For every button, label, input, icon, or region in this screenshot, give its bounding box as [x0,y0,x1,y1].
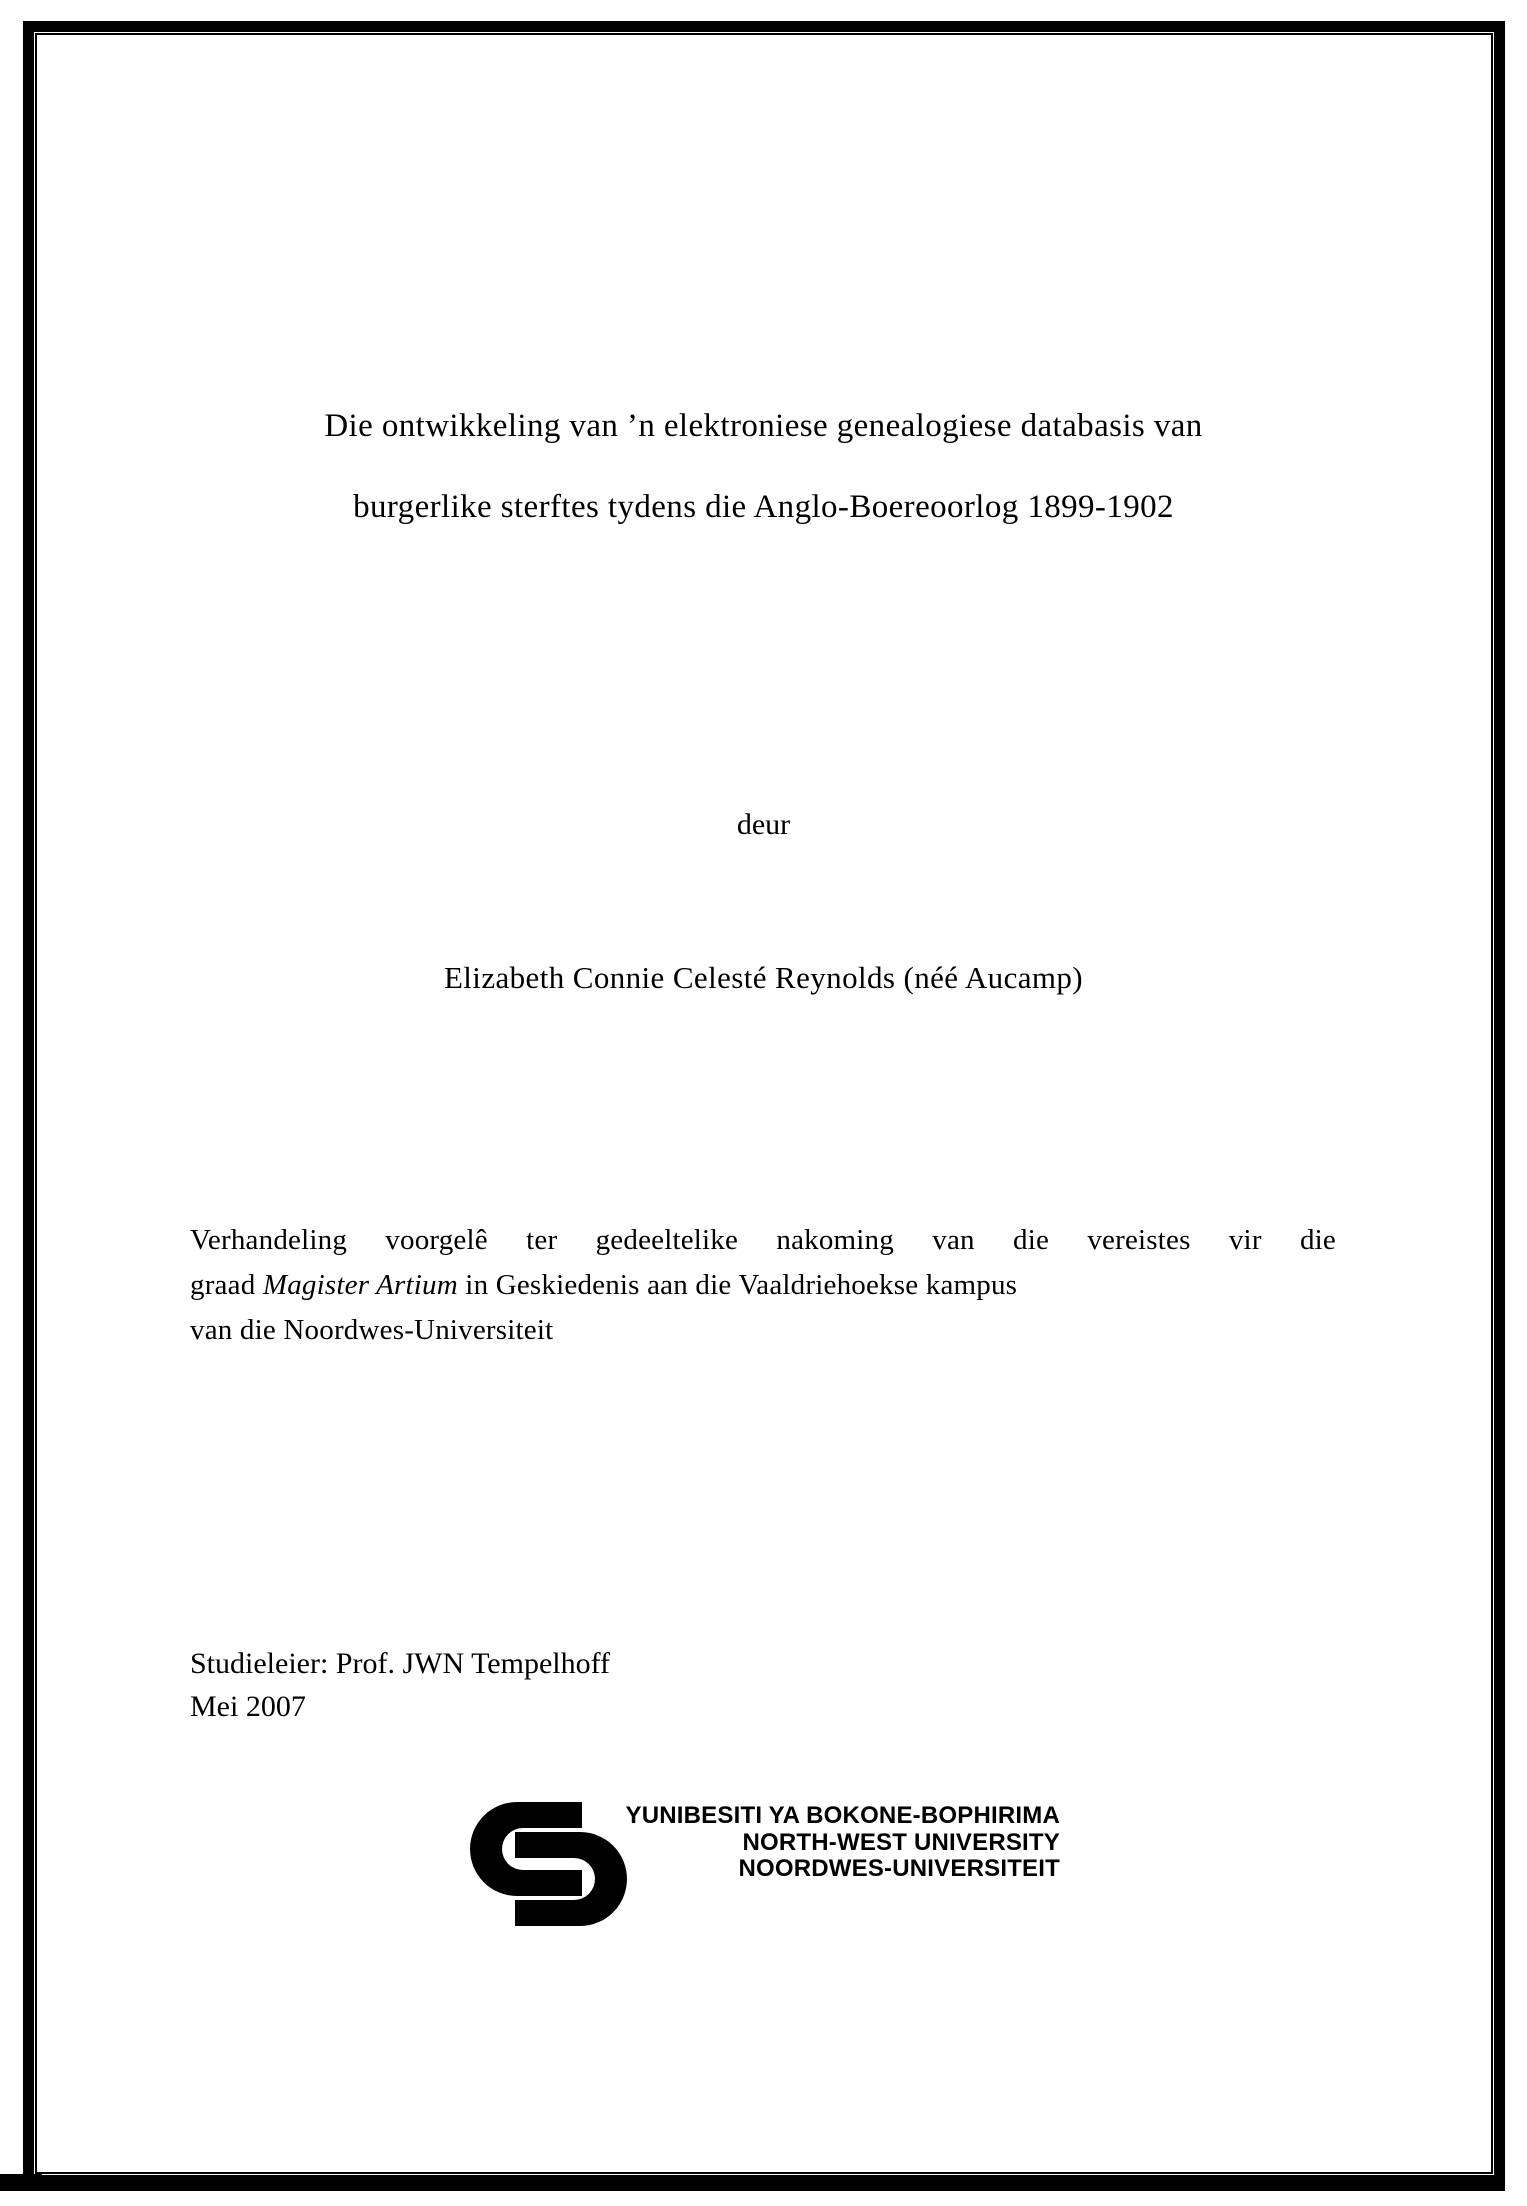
supervisor-line: Studieleier: Prof. JWN Tempelhoff [190,1647,611,1680]
university-wordmark [585,1803,1060,1883]
submission-line1: Verhandeling voorgelê ter gedeeltelike nakoming van die vereistes vir die [190,1224,1336,1256]
university-name-setswana: YUNIBESITI YA BOKONE-BOPHIRIMA [625,1802,1060,1829]
university-name-english: NORTH-WEST UNIVERSITY [742,1828,1060,1856]
submission-line2-prefix: graad [190,1269,263,1301]
thesis-title-line1: Die ontwikkeling van ’n elektroniese genealogiese databasis van [324,408,1203,444]
byline-preposition: deur [736,808,791,841]
date-line: Mei 2007 [190,1690,306,1723]
supervisor-block [190,1642,610,1728]
submission-statement [190,1218,1336,1353]
submission-line2-suffix: in Geskiedenis aan die Vaaldriehoekse kampus [457,1269,1018,1301]
submission-line2 [190,1263,1336,1308]
thesis-title-line2: burgerlike sterftes tydens die Anglo-Boereoorlog 1899-1902 [353,489,1174,525]
author-name: Elizabeth Connie Celesté Reynolds (néé Aucamp) [443,960,1084,995]
degree-name-italic: Magister Artium [262,1269,458,1301]
university-name-afrikaans: NOORDWES-UNIVERSITEIT [738,1855,1060,1882]
scan-edge-artifact [0,2174,42,2191]
submission-line3: van die Noordwes-Universiteit [190,1314,554,1346]
